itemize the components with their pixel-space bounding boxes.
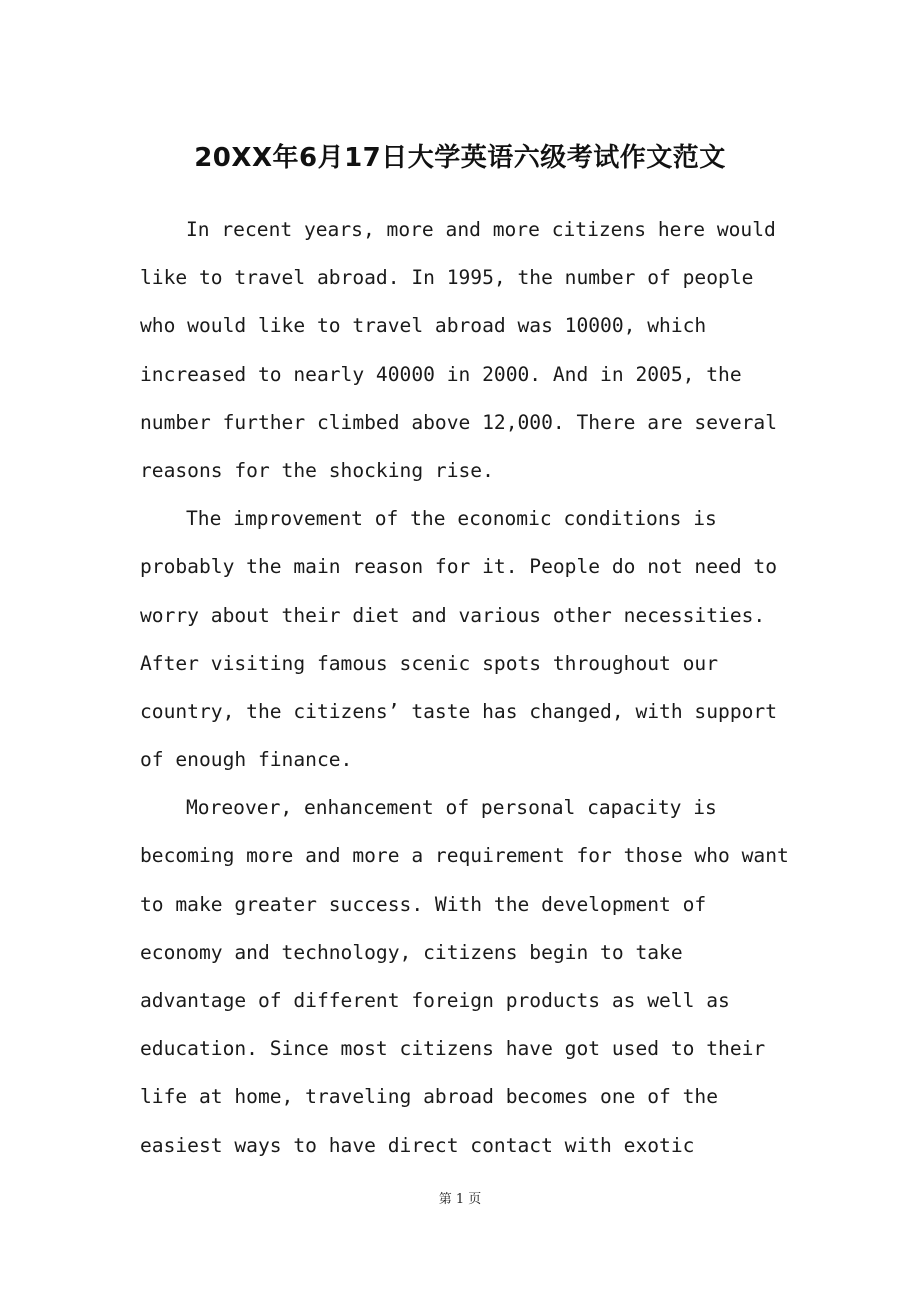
text-line: easiest ways to have direct contact with exotic <box>140 1133 695 1157</box>
text-line: to make greater success. With the development of <box>140 892 707 916</box>
text-line: number further climbed above 12,000. There are several <box>140 410 778 434</box>
text-line: Moreover, enhancement of personal capacity is <box>186 796 717 820</box>
text-line: advantage of different foreign products as well as <box>140 989 730 1012</box>
page-number: 第 1 页 <box>438 1192 482 1207</box>
text-line: education. Since most citizens have got used to their <box>140 1037 766 1061</box>
text-line: like to travel abroad. In 1995, the number of people <box>140 266 754 290</box>
text-line: worry about their diet and various other necessities. <box>140 603 766 627</box>
text-line: In recent years, more and more citizens here would <box>186 218 776 241</box>
text-line: reasons for the shocking rise. <box>140 458 494 482</box>
text-line: becoming more and more a requirement for those who want <box>140 844 789 868</box>
document-body <box>140 206 790 1170</box>
paragraph-2 <box>140 495 790 784</box>
text-line: economy and technology, citizens begin to take <box>140 940 683 964</box>
text-line: who would like to travel abroad was 10000, which <box>140 314 707 338</box>
document-title: 20XX年6月17日大学英语六级考试作文范文 <box>194 143 726 173</box>
paragraph-1 <box>140 206 790 495</box>
text-line: After visiting famous scenic spots throughout our <box>140 651 719 675</box>
text-line: The improvement of the economic conditions is <box>186 507 717 531</box>
text-line: life at home, traveling abroad becomes one of the <box>140 1085 719 1109</box>
text-line: of enough finance. <box>140 748 353 772</box>
paragraph-3 <box>140 784 790 1170</box>
text-line: increased to nearly 40000 in 2000. And in 2005, the <box>140 362 742 386</box>
text-line: country, the citizens’ taste has changed, with support <box>140 699 778 723</box>
text-line: probably the main reason for it. People do not need to <box>140 555 778 579</box>
